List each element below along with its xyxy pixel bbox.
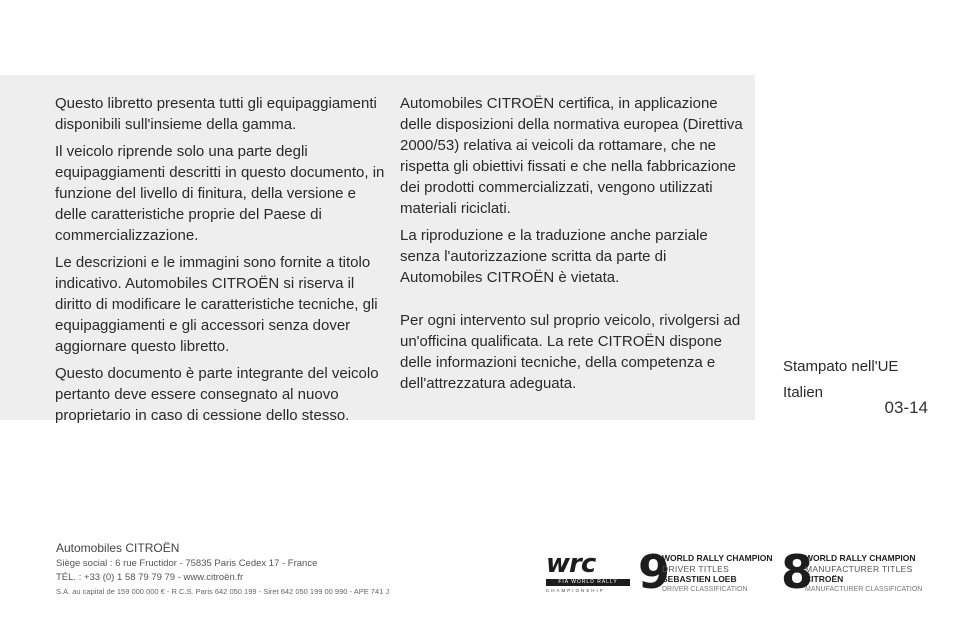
paragraph: Questo documento è parte integrante del veicolo pertanto deve essere consegnato al nuovo proprietario in caso di cessione dello stesso. <box>55 365 379 424</box>
paragraph: La riproduzione e la traduzione anche parziale senza l'autorizzazione scritta da parte di Automobiles CITROËN è vietata. <box>400 227 708 286</box>
paragraph: Il veicolo riprende solo una parte degli equipaggiamenti descritti in questo documento, in funzione del livello di finitura, della versione e delle caratteristiche proprie del Paese di commercializzazione. <box>55 143 385 244</box>
badge-line: DRIVER CLASSIFICATION <box>662 585 748 593</box>
middle-column <box>400 93 745 400</box>
company-legal: S.A. au capital de 159 000 000 € - R.C.S. Paris 642 050 199 - Siret 642 050 199 00 990 - APE 741 J <box>56 587 390 596</box>
wrc-bar: FIA WORLD RALLY <box>546 579 630 586</box>
badge-line: DRIVER TITLES <box>662 563 730 574</box>
left-column <box>55 93 385 432</box>
paragraph: Automobiles CITROËN certifica, in applicazione delle disposizioni della normativa europea (Direttiva 2000/53) relativa ai veicoli da rottamare, che ne rispetta gli obiettivi fissati e che nella fabbricazione dei prodotti commercializzati, vengono utilizzati materiali riciclati. <box>400 95 743 217</box>
paragraph: Le descrizioni e le immagini sono fornite a titolo indicativo. Automobiles CITROËN si riserva il diritto di modificare le caratteristiche tecniche, gli equipaggiamenti e gli accessori senza dover aggiornare questo libretto. <box>55 254 378 355</box>
service-notice: Per ogni intervento sul proprio veicolo, rivolgersi ad un'officina qualificata. La rete CITROËN dispone delle informazioni tecniche, della competenza e dell'attrezzatura adeguata. <box>400 312 741 392</box>
print-info <box>783 354 898 406</box>
badge-line: CITROËN <box>805 574 844 584</box>
manufacturer-titles-count: 8 <box>781 545 814 599</box>
page-number: 03-14 <box>884 398 928 417</box>
badge-line: MANUFACTURER TITLES <box>805 563 913 574</box>
language-label: Italien <box>783 384 824 401</box>
paragraph: Questo libretto presenta tutti gli equipaggiamenti disponibili sull'insieme della gamma. <box>55 95 377 133</box>
badge-line: WORLD RALLY CHAMPION <box>805 553 916 563</box>
driver-titles-count: 9 <box>638 545 671 599</box>
wrc-logo <box>546 551 630 595</box>
badge-line: MANUFACTURER CLASSIFICATION <box>805 585 923 593</box>
wrc-mark: wrc <box>546 549 596 579</box>
printed-in: Stampato nell'UE <box>783 358 899 375</box>
badge-line: SEBASTIEN LOEB <box>662 574 737 584</box>
company-contact: TÉL. : +33 (0) 1 58 79 79 79 - www.citroën.fr <box>56 572 244 583</box>
badge-line: WORLD RALLY CHAMPION <box>662 553 773 563</box>
company-address: Siège social : 6 rue Fructidor - 75835 Paris Cedex 17 - France <box>56 558 318 569</box>
rally-logos <box>546 545 931 601</box>
company-info <box>56 541 389 599</box>
company-name: Automobiles CITROËN <box>56 541 180 555</box>
wrc-sub: CHAMPIONSHIP <box>546 588 605 593</box>
